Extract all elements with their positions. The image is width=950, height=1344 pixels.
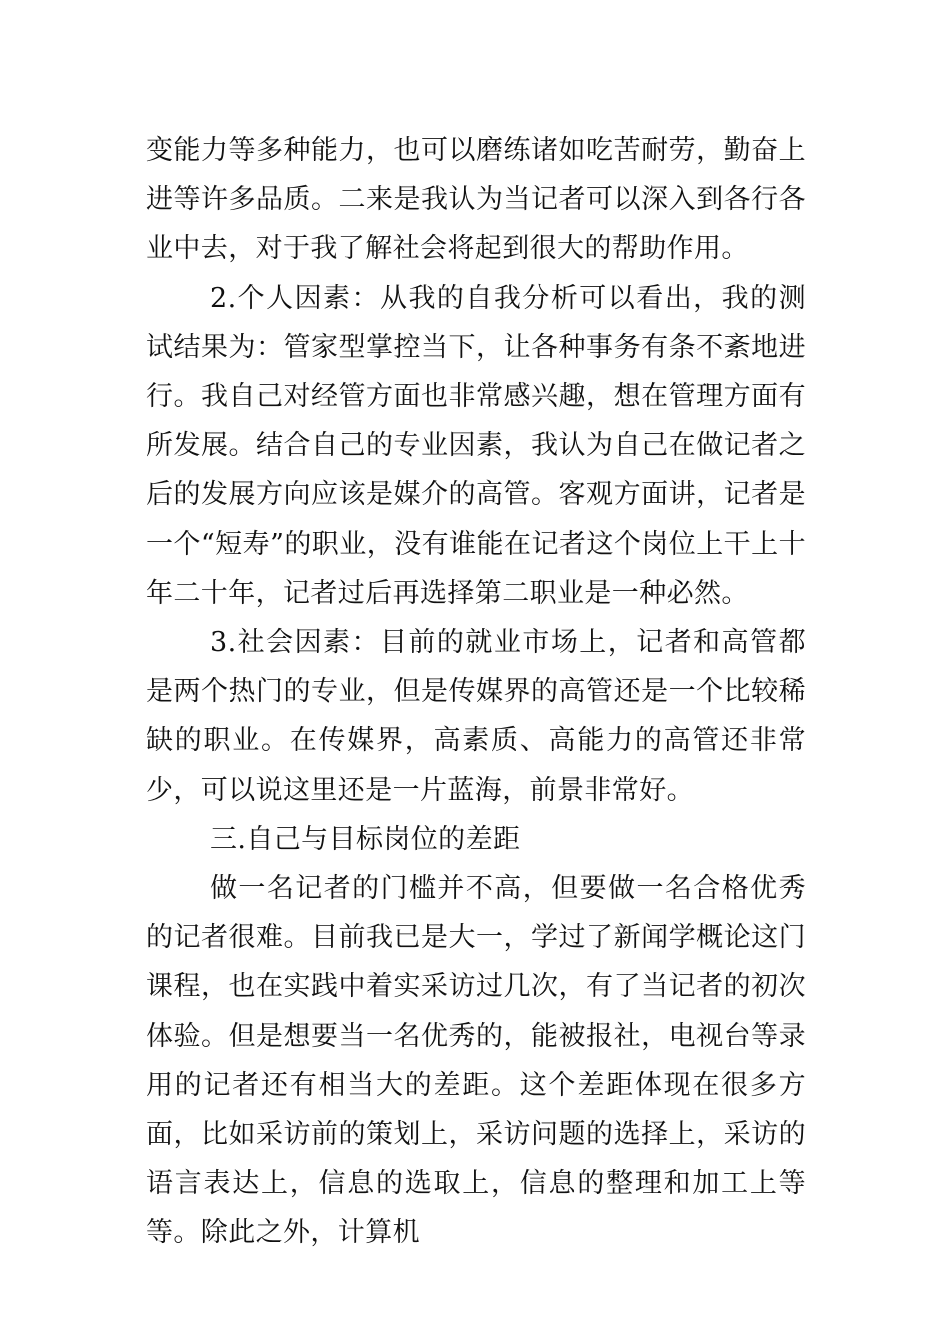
document-body: [146, 126, 806, 1258]
paragraph-personal-factors: 2.个人因素：从我的自我分析可以看出，我的测试结果为：管家型掌控当下，让各种事务有条不紊地进行。我自己对经管方面也非常感兴趣，想在管理方面有所发展。结合自己的专业因素，我认为自己在做记者之后的发展方向应该是媒介的高管。客观方面讲，记者是一个“短寿”的职业，没有谁能在记者这个岗位上干上十年二十年，记者过后再选择第二职业是一种必然。: [146, 282, 806, 609]
section-heading-gap: 三.自己与目标岗位的差距: [210, 823, 521, 855]
paragraph-social-factors: 3.社会因素：目前的就业市场上，记者和高管都是两个热门的专业，但是传媒界的高管还是一个比较稀缺的职业。在传媒界，高素质、高能力的高管还非常少，可以说这里还是一片蓝海，前景非常好。: [146, 627, 806, 806]
paragraph-continuation: 变能力等多种能力，也可以磨练诸如吃苦耐劳，勤奋上进等许多品质。二来是我认为当记者可以深入到各行各业中去，对于我了解社会将起到很大的帮助作用。: [146, 135, 806, 265]
paragraph-gap-description: 做一名记者的门槛并不高，但要做一名合格优秀的记者很难。目前我已是大一，学过了新闻学概论这门课程，也在实践中着实采访过几次，有了当记者的初次体验。但是想要当一名优秀的，能被报社，电视台等录用的记者还有相当大的差距。这个差距体现在很多方面，比如采访前的策划上，采访问题的选择上，采访的语言表达上，信息的选取上，信息的整理和加工上等等。除此之外，计算机: [146, 873, 806, 1249]
